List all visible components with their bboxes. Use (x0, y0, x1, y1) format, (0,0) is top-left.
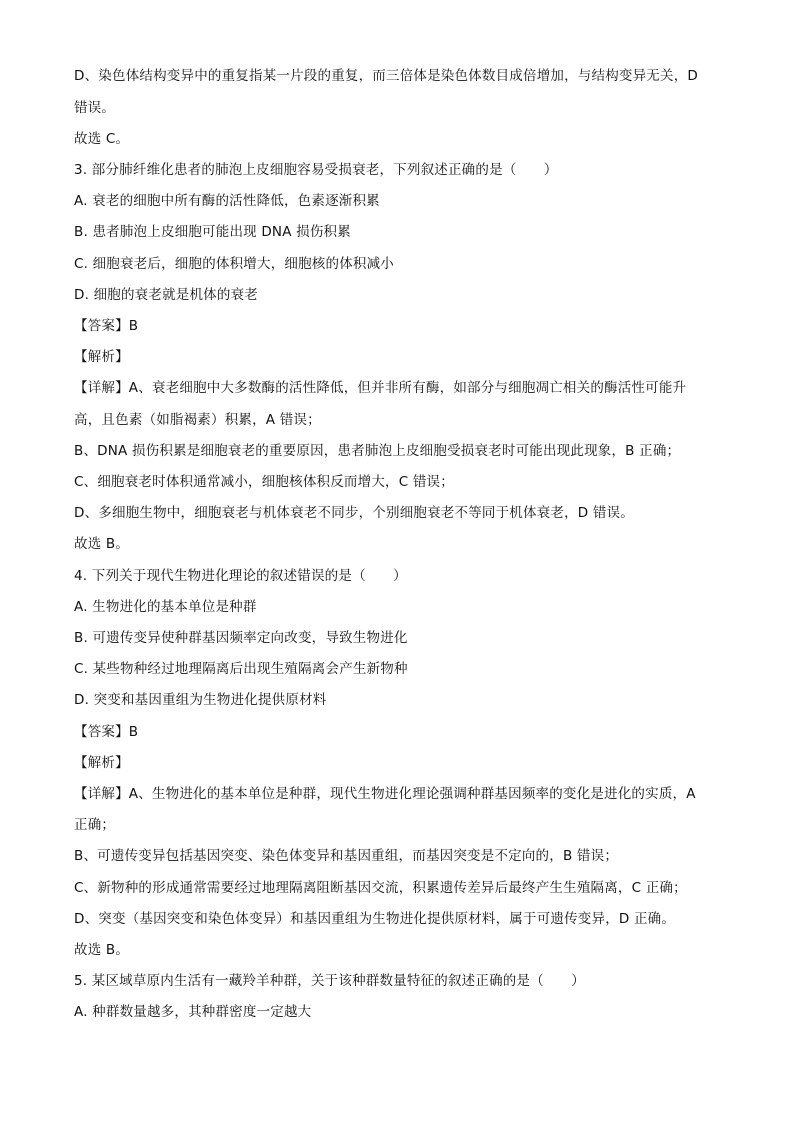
question-3-analysis-heading: 【解析】 (74, 349, 129, 365)
question-3-detail-c: C、细胞衰老时体积通常减小，细胞核体积反而增大，C 错误； (74, 474, 454, 490)
question-4-option-a: A. 生物进化的基本单位是种群 (74, 599, 257, 615)
conclusion-q2: 故选 C。 (74, 131, 130, 147)
question-3-detail-d: D、多细胞生物中，细胞衰老与机体衰老不同步，个别细胞衰老不等同于机体衰老，D 错误。 (74, 505, 634, 521)
question-4-analysis-heading: 【解析】 (74, 755, 129, 771)
question-4-option-b: B. 可遗传变异使种群基因频率定向改变，导致生物进化 (74, 630, 408, 646)
question-3-detail-a: 【详解】A、衰老细胞中大多数酶的活性降低，但并非所有酶，如部分与细胞凋亡相关的酶活性可能升 (74, 380, 687, 396)
question-3-option-c: C. 细胞衰老后，细胞的体积增大，细胞核的体积减小 (74, 256, 395, 272)
question-3-option-a: A. 衰老的细胞中所有酶的活性降低，色素逐渐积累 (74, 193, 380, 209)
question-4-option-c: C. 某些物种经过地理隔离后出现生殖隔离会产生新物种 (74, 661, 408, 677)
question-4-detail-b: B、可遗传变异包括基因突变、染色体变异和基因重组，而基因突变是不定向的，B 错误； (74, 848, 619, 864)
question-3-conclusion: 故选 B。 (74, 536, 130, 552)
question-4-detail-c: C、新物种的形成通常需要经过地理隔离阻断基因交流，积累遗传差异后最终产生生殖隔离，C 正确； (74, 880, 687, 896)
question-4-detail-a-cont: 正确； (74, 817, 116, 833)
question-4-answer: 【答案】B (74, 724, 139, 740)
question-5-option-a: A. 种群数量越多，其种群密度一定越大 (74, 1004, 312, 1020)
question-4-detail-a: 【详解】A、生物进化的基本单位是种群，现代生物进化理论强调种群基因频率的变化是进化的实质，A (74, 786, 696, 802)
question-5-stem: 5. 某区域草原内生活有一藏羚羊种群，关于该种群数量特征的叙述正确的是（ ） (74, 973, 585, 989)
question-3-option-d: D. 细胞的衰老就是机体的衰老 (74, 287, 258, 303)
question-3-detail-b: B、DNA 损伤积累是细胞衰老的重要原因，患者肺泡上皮细胞受损衰老时可能出现此现象，B 正确； (74, 443, 681, 459)
question-4-stem: 4. 下列关于现代生物进化理论的叙述错误的是（ ） (74, 568, 407, 584)
question-4-detail-d: D、突变（基因突变和染色体变异）和基因重组为生物进化提供原材料，属于可遗传变异，D 正确。 (74, 911, 676, 927)
question-4-option-d: D. 突变和基因重组为生物进化提供原材料 (74, 692, 327, 708)
question-3-option-b: B. 患者肺泡上皮细胞可能出现 DNA 损伤积累 (74, 224, 351, 240)
question-3-answer: 【答案】B (74, 318, 139, 334)
question-4-conclusion: 故选 B。 (74, 942, 130, 958)
question-3-stem: 3. 部分肺纤维化患者的肺泡上皮细胞容易受损衰老，下列叙述正确的是（ ） (74, 162, 558, 178)
answer-d-explanation-q2-cont: 错误。 (74, 100, 116, 116)
answer-d-explanation-q2: D、染色体结构变异中的重复指某一片段的重复，而三倍体是染色体数目成倍增加，与结构变异无关，D (74, 68, 698, 84)
question-3-detail-a-cont: 高，且色素（如脂褐素）积累，A 错误； (74, 412, 321, 428)
